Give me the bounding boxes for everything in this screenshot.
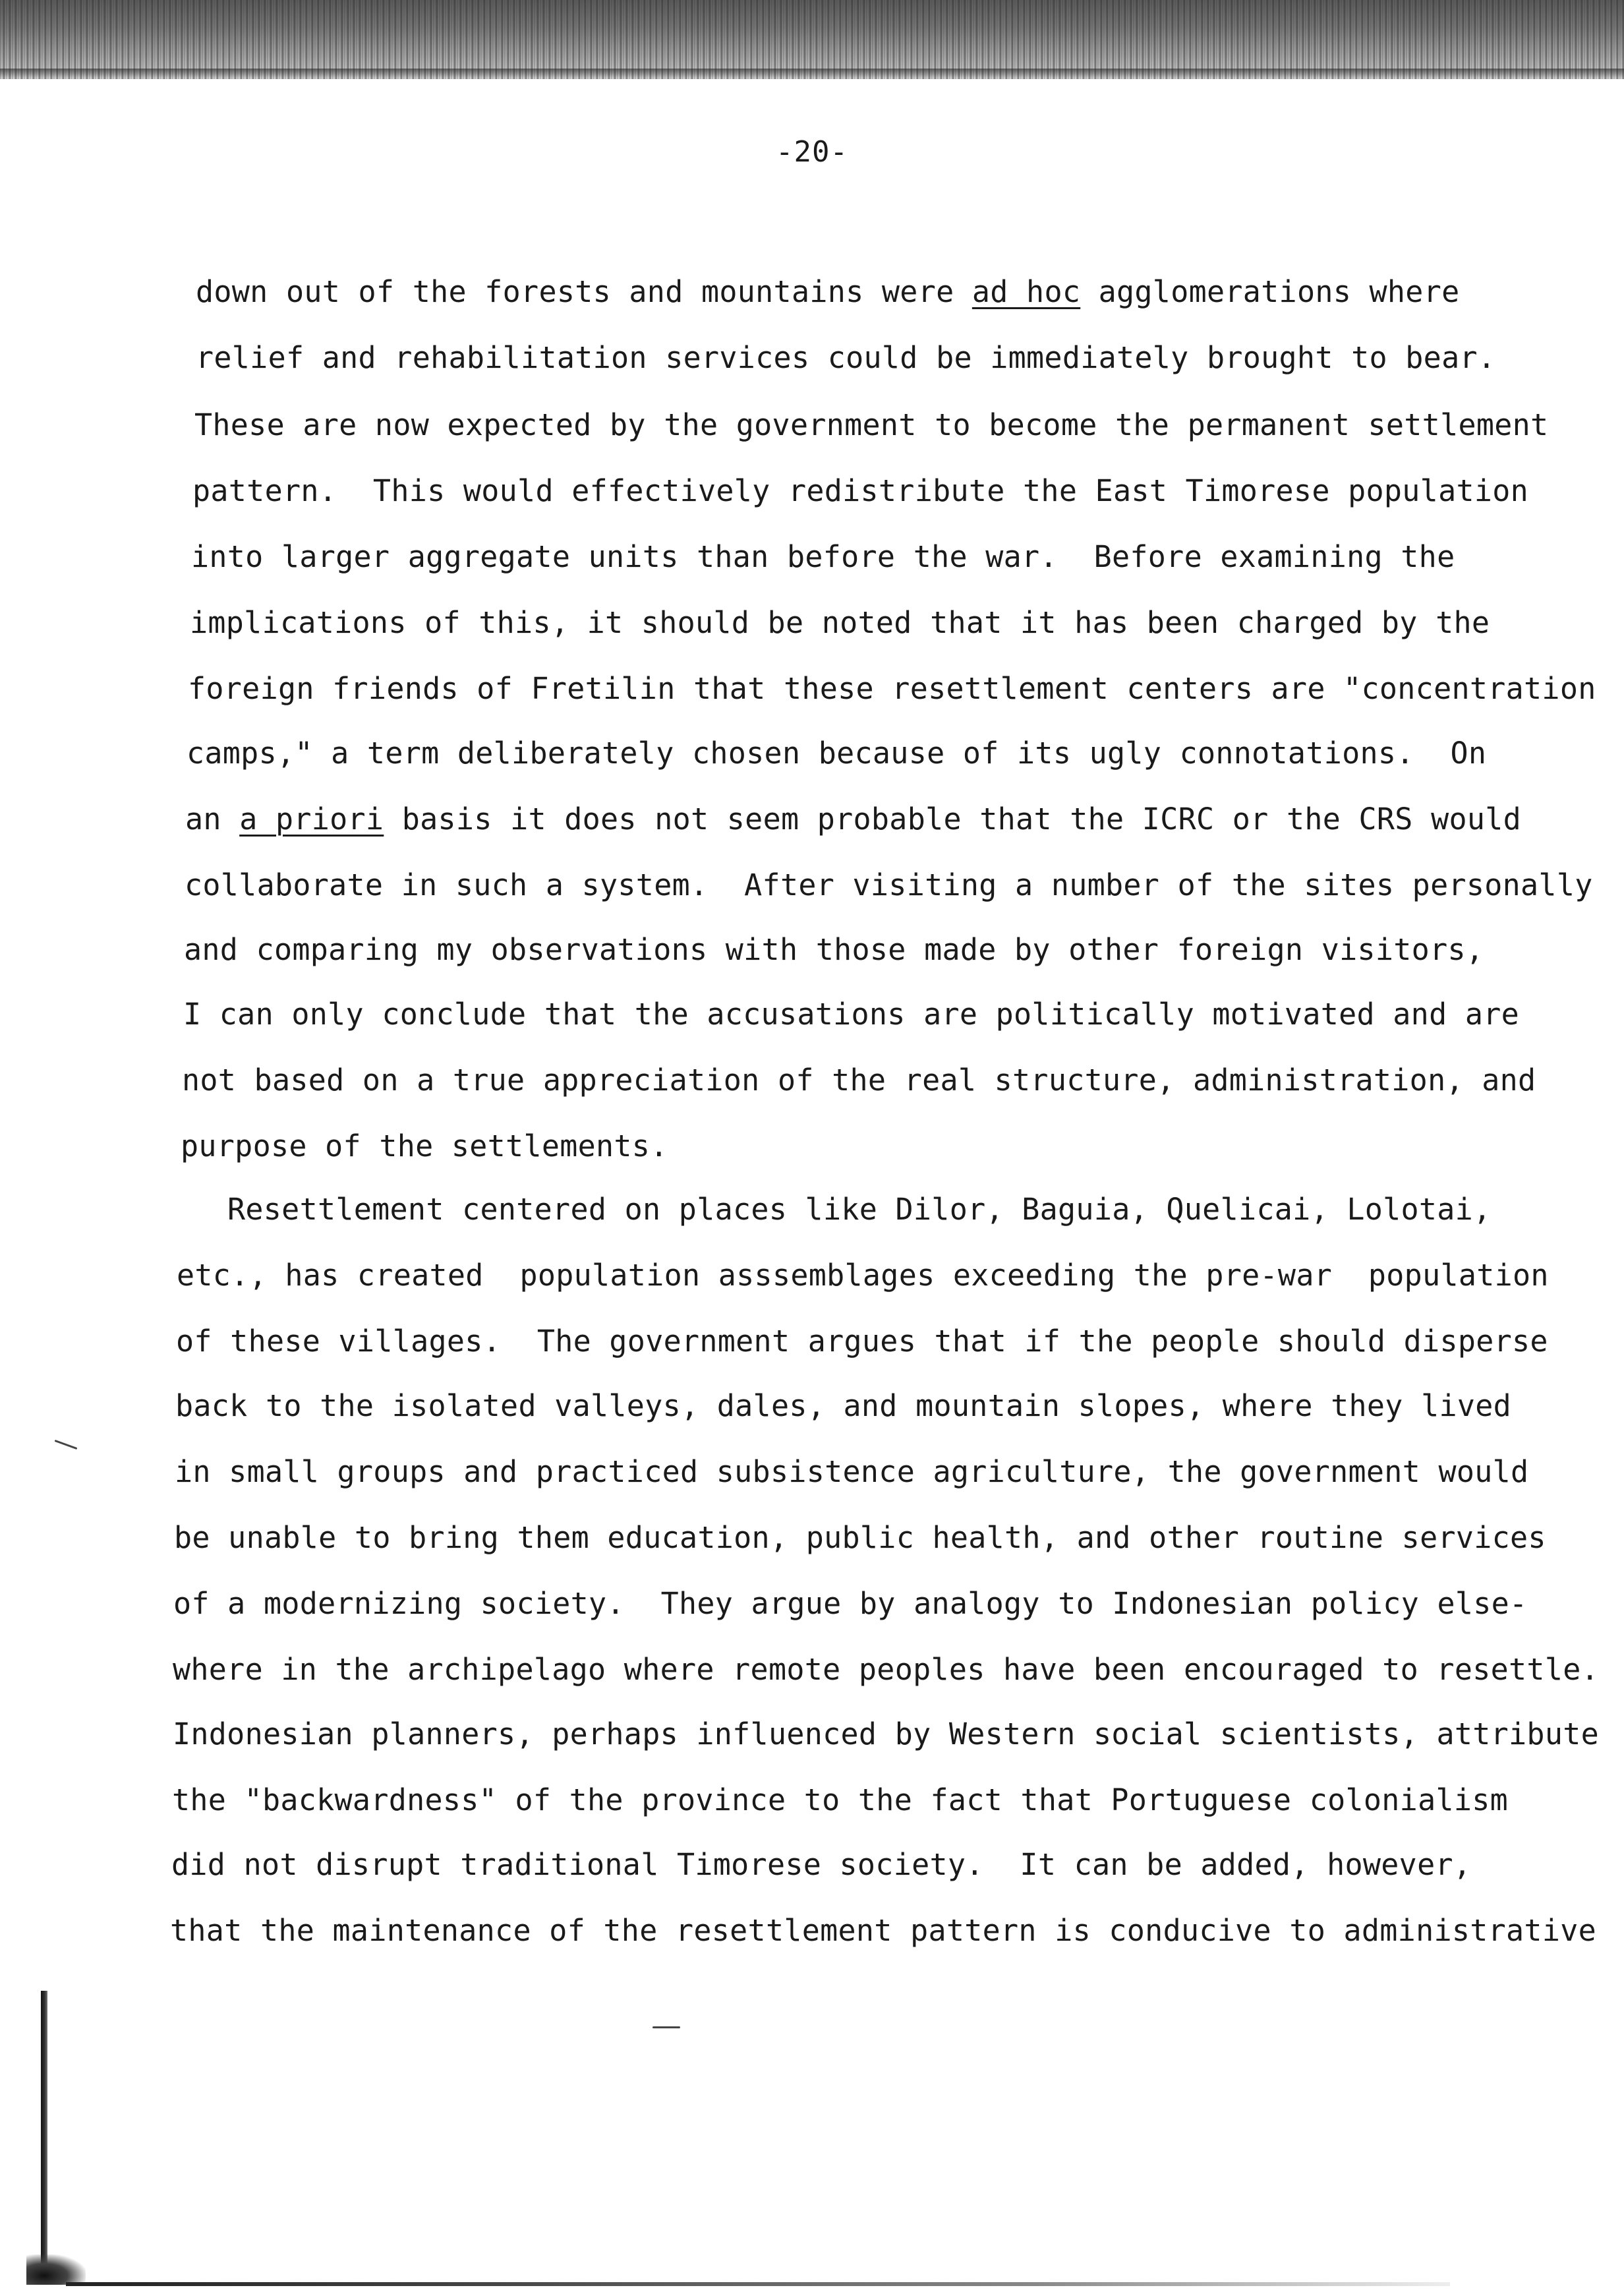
scan-artifact-left-blot (26, 2254, 86, 2285)
page-number: -20- (776, 135, 848, 169)
text-segment: down out of the forests and mountains were (196, 274, 972, 309)
text-line (190, 605, 1490, 640)
text-line (196, 340, 1496, 375)
text-segment: where in the archipelago where remote peoples have been encouraged to resettle. (173, 1652, 1599, 1687)
text-line (175, 1454, 1529, 1489)
text-segment: of a modernizing society. They argue by analogy to Indonesian policy else- (173, 1586, 1528, 1621)
text-segment: that the maintenance of the resettlement pattern is conducive to administrative (170, 1913, 1596, 1948)
text-line (172, 1782, 1509, 1817)
text-line (227, 1192, 1492, 1227)
text-segment: into larger aggregate units than before the war. Before examining the (191, 539, 1455, 574)
text-segment: Indonesian planners, perhaps influenced by Western social scientists, attribute (173, 1717, 1599, 1751)
text-line (182, 1063, 1536, 1098)
text-segment: back to the isolated valleys, dales, and mountain slopes, where they lived (175, 1388, 1512, 1423)
scan-artifact-bottom-edge (66, 2282, 1450, 2286)
text-line (175, 1388, 1512, 1423)
text-line (185, 870, 1593, 900)
text-line (171, 1847, 1472, 1882)
text-segment: relief and rehabilitation services could be immediately brought to bear. (196, 340, 1496, 375)
text-line (191, 539, 1455, 574)
text-segment: did not disrupt traditional Timorese society. It can be added, however, (171, 1847, 1472, 1882)
text-line (170, 1913, 1596, 1948)
text-segment: be unable to bring them education, public health, and other routine services (174, 1520, 1546, 1555)
text-segment: purpose of the settlements. (181, 1129, 668, 1163)
text-line (173, 1586, 1528, 1621)
text-segment: not based on a true appreciation of the real structure, administration, and (182, 1063, 1536, 1098)
text-line (177, 1258, 1549, 1293)
text-line (183, 997, 1520, 1032)
text-line (188, 671, 1596, 706)
scan-shadow-top (0, 0, 1624, 79)
text-segment: agglomerations where (1080, 274, 1460, 309)
text-line (194, 407, 1549, 442)
text-segment: These are now expected by the government to become the permanent settlement (194, 407, 1549, 442)
text-segment: in small groups and practiced subsistence agriculture, the government would (175, 1454, 1529, 1489)
text-segment: Resettlement centered on places like Dilor, Baguia, Quelicai, Lolotai, (227, 1192, 1492, 1227)
scan-shadow-top-edge (0, 69, 1624, 78)
text-segment: an (185, 802, 240, 837)
text-segment: of these villages. The government argues that if the people should disperse (176, 1324, 1548, 1359)
text-segment: I can only conclude that the accusations are politically motivated and are (183, 997, 1520, 1032)
text-segment: etc., has created population asssemblages exceeding the pre-war population (177, 1258, 1549, 1293)
text-segment: basis it does not seem probable that the ICRC or the CRS would (384, 802, 1522, 837)
stray-dash-mark (652, 2026, 680, 2028)
underlined-term: a priori (239, 802, 384, 837)
text-segment: collaborate in such a system. After visiting a number of the sites personally (185, 868, 1593, 902)
text-line (185, 802, 1522, 837)
scan-artifact-left-bar (41, 1991, 47, 2281)
text-segment: camps," a term deliberately chosen because of its ugly connotations. On (187, 736, 1487, 771)
text-segment: the "backwardness" of the province to the fact that Portuguese colonialism (172, 1782, 1509, 1817)
text-line (196, 274, 1460, 309)
text-segment: implications of this, it should be noted that it has been charged by the (190, 605, 1490, 640)
text-segment: pattern. This would effectively redistribute the East Timorese population (192, 473, 1529, 508)
text-line (173, 1652, 1599, 1687)
text-line (181, 1131, 668, 1161)
text-line (184, 932, 1484, 967)
underlined-term: ad hoc (972, 274, 1081, 309)
text-line (192, 473, 1529, 508)
text-line (174, 1520, 1546, 1555)
text-segment: foreign friends of Fretilin that these resettlement centers are "concentration (188, 671, 1596, 706)
text-line (173, 1719, 1599, 1749)
text-line (176, 1324, 1548, 1359)
text-line (187, 736, 1487, 771)
stray-dash-mark (55, 1440, 78, 1450)
text-segment: and comparing my observations with those made by other foreign visitors, (184, 932, 1484, 967)
